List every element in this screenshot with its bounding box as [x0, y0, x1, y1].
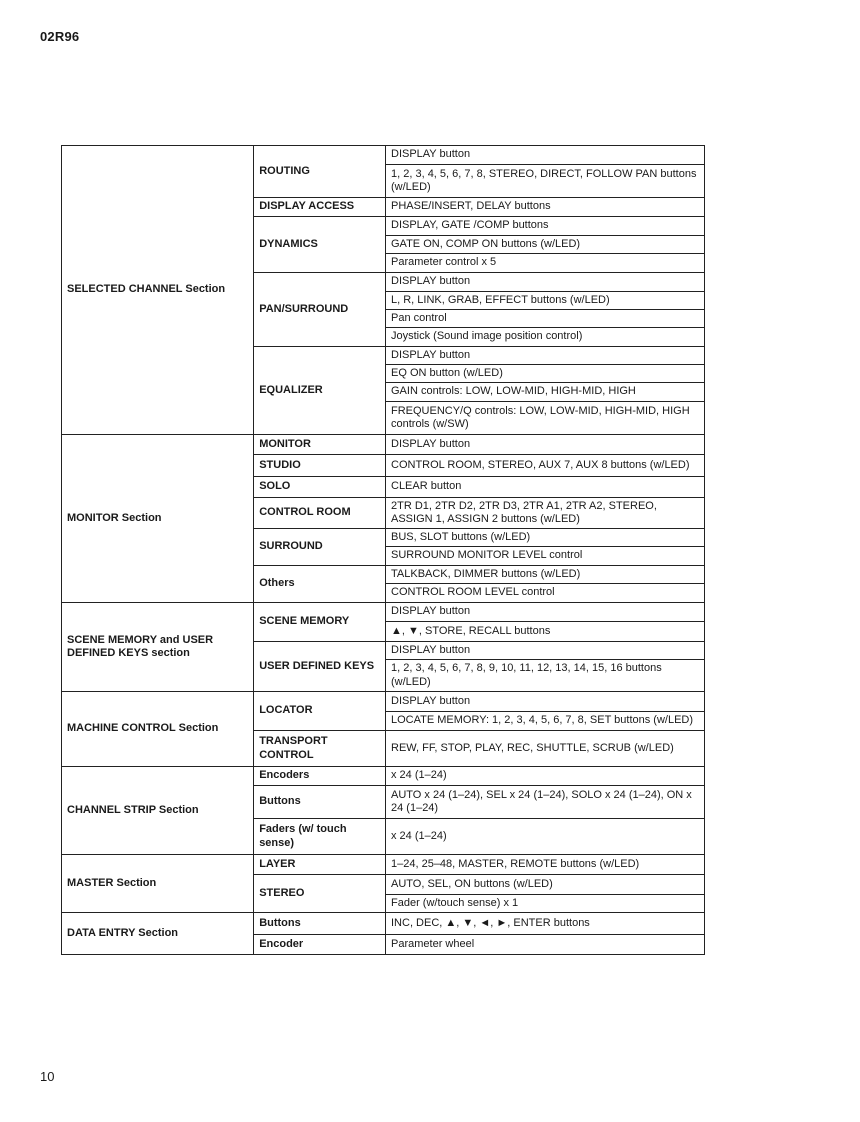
group-name-cell: SURROUND	[254, 529, 386, 566]
table-row	[62, 146, 705, 165]
control-item-cell: DISPLAY, GATE /COMP buttons	[386, 217, 705, 236]
group-name-cell: Faders (w/ touch sense)	[254, 819, 386, 855]
group-name-cell: STEREO	[254, 875, 386, 913]
table-row	[62, 435, 705, 455]
group-name-cell: Encoder	[254, 935, 386, 955]
section-name-cell: MACHINE CONTROL Section	[62, 692, 254, 767]
document-model-header: 02R96	[40, 29, 80, 44]
control-item-cell: REW, FF, STOP, PLAY, REC, SHUTTLE, SCRUB (w/LED)	[386, 731, 705, 767]
control-item-cell: DISPLAY button	[386, 692, 705, 712]
section-name-cell: SELECTED CHANNEL Section	[62, 146, 254, 435]
control-item-cell: x 24 (1–24)	[386, 767, 705, 786]
group-name-cell: USER DEFINED KEYS	[254, 642, 386, 692]
group-name-cell: Buttons	[254, 786, 386, 819]
group-name-cell: LOCATOR	[254, 692, 386, 731]
control-item-cell: L, R, LINK, GRAB, EFFECT buttons (w/LED)	[386, 292, 705, 310]
control-item-cell: 1–24, 25–48, MASTER, REMOTE buttons (w/LED)	[386, 855, 705, 875]
control-item-cell: CLEAR button	[386, 477, 705, 498]
control-item-cell: Joystick (Sound image position control)	[386, 328, 705, 347]
group-name-cell: TRANSPORT CONTROL	[254, 731, 386, 767]
control-item-cell: LOCATE MEMORY: 1, 2, 3, 4, 5, 6, 7, 8, SET buttons (w/LED)	[386, 712, 705, 731]
control-item-cell: DISPLAY button	[386, 273, 705, 292]
control-item-cell: Fader (w/touch sense) x 1	[386, 895, 705, 913]
section-name-cell: SCENE MEMORY and USER DEFINED KEYS section	[62, 603, 254, 692]
group-name-cell: ROUTING	[254, 146, 386, 198]
control-item-cell: DISPLAY button	[386, 603, 705, 622]
control-item-cell: x 24 (1–24)	[386, 819, 705, 855]
control-item-cell: GATE ON, COMP ON buttons (w/LED)	[386, 236, 705, 254]
control-item-cell: 1, 2, 3, 4, 5, 6, 7, 8, STEREO, DIRECT, FOLLOW PAN buttons (w/LED)	[386, 165, 705, 198]
control-item-cell: CONTROL ROOM, STEREO, AUX 7, AUX 8 buttons (w/LED)	[386, 455, 705, 477]
table-row	[62, 913, 705, 935]
spec-table-body	[62, 146, 705, 955]
control-item-cell: 2TR D1, 2TR D2, 2TR D3, 2TR A1, 2TR A2, STEREO, ASSIGN 1, ASSIGN 2 buttons (w/LED)	[386, 498, 705, 529]
table-row	[62, 692, 705, 712]
control-item-cell: INC, DEC, ▲, ▼, ◄, ►, ENTER buttons	[386, 913, 705, 935]
table-row	[62, 855, 705, 875]
group-name-cell: SOLO	[254, 477, 386, 498]
group-name-cell: CONTROL ROOM	[254, 498, 386, 529]
control-item-cell: SURROUND MONITOR LEVEL control	[386, 547, 705, 566]
controls-spec-table	[61, 145, 705, 955]
control-item-cell: EQ ON button (w/LED)	[386, 365, 705, 383]
control-item-cell: DISPLAY button	[386, 435, 705, 455]
group-name-cell: Buttons	[254, 913, 386, 935]
section-name-cell: MONITOR Section	[62, 435, 254, 603]
group-name-cell: MONITOR	[254, 435, 386, 455]
section-name-cell: MASTER Section	[62, 855, 254, 913]
control-item-cell: DISPLAY button	[386, 146, 705, 165]
control-item-cell: Parameter wheel	[386, 935, 705, 955]
group-name-cell: PAN/SURROUND	[254, 273, 386, 347]
control-item-cell: PHASE/INSERT, DELAY buttons	[386, 198, 705, 217]
control-item-cell: AUTO, SEL, ON buttons (w/LED)	[386, 875, 705, 895]
control-item-cell: CONTROL ROOM LEVEL control	[386, 584, 705, 603]
control-item-cell: TALKBACK, DIMMER buttons (w/LED)	[386, 566, 705, 584]
group-name-cell: SCENE MEMORY	[254, 603, 386, 642]
group-name-cell: Encoders	[254, 767, 386, 786]
section-name-cell: CHANNEL STRIP Section	[62, 767, 254, 855]
group-name-cell: DYNAMICS	[254, 217, 386, 273]
control-item-cell: BUS, SLOT buttons (w/LED)	[386, 529, 705, 547]
group-name-cell: EQUALIZER	[254, 347, 386, 435]
group-name-cell: STUDIO	[254, 455, 386, 477]
control-item-cell: FREQUENCY/Q controls: LOW, LOW-MID, HIGH-MID, HIGH controls (w/SW)	[386, 402, 705, 435]
control-item-cell: AUTO x 24 (1–24), SEL x 24 (1–24), SOLO x 24 (1–24), ON x 24 (1–24)	[386, 786, 705, 819]
table-row	[62, 767, 705, 786]
group-name-cell: Others	[254, 566, 386, 603]
control-item-cell: DISPLAY button	[386, 642, 705, 660]
control-item-cell: ▲, ▼, STORE, RECALL buttons	[386, 622, 705, 642]
table-row	[62, 603, 705, 622]
control-item-cell: DISPLAY button	[386, 347, 705, 365]
control-item-cell: 1, 2, 3, 4, 5, 6, 7, 8, 9, 10, 11, 12, 13, 14, 15, 16 buttons (w/LED)	[386, 660, 705, 692]
control-item-cell: Pan control	[386, 310, 705, 328]
group-name-cell: LAYER	[254, 855, 386, 875]
page-number: 10	[40, 1069, 55, 1084]
section-name-cell: DATA ENTRY Section	[62, 913, 254, 955]
group-name-cell: DISPLAY ACCESS	[254, 198, 386, 217]
control-item-cell: GAIN controls: LOW, LOW-MID, HIGH-MID, HIGH	[386, 383, 705, 402]
control-item-cell: Parameter control x 5	[386, 254, 705, 273]
